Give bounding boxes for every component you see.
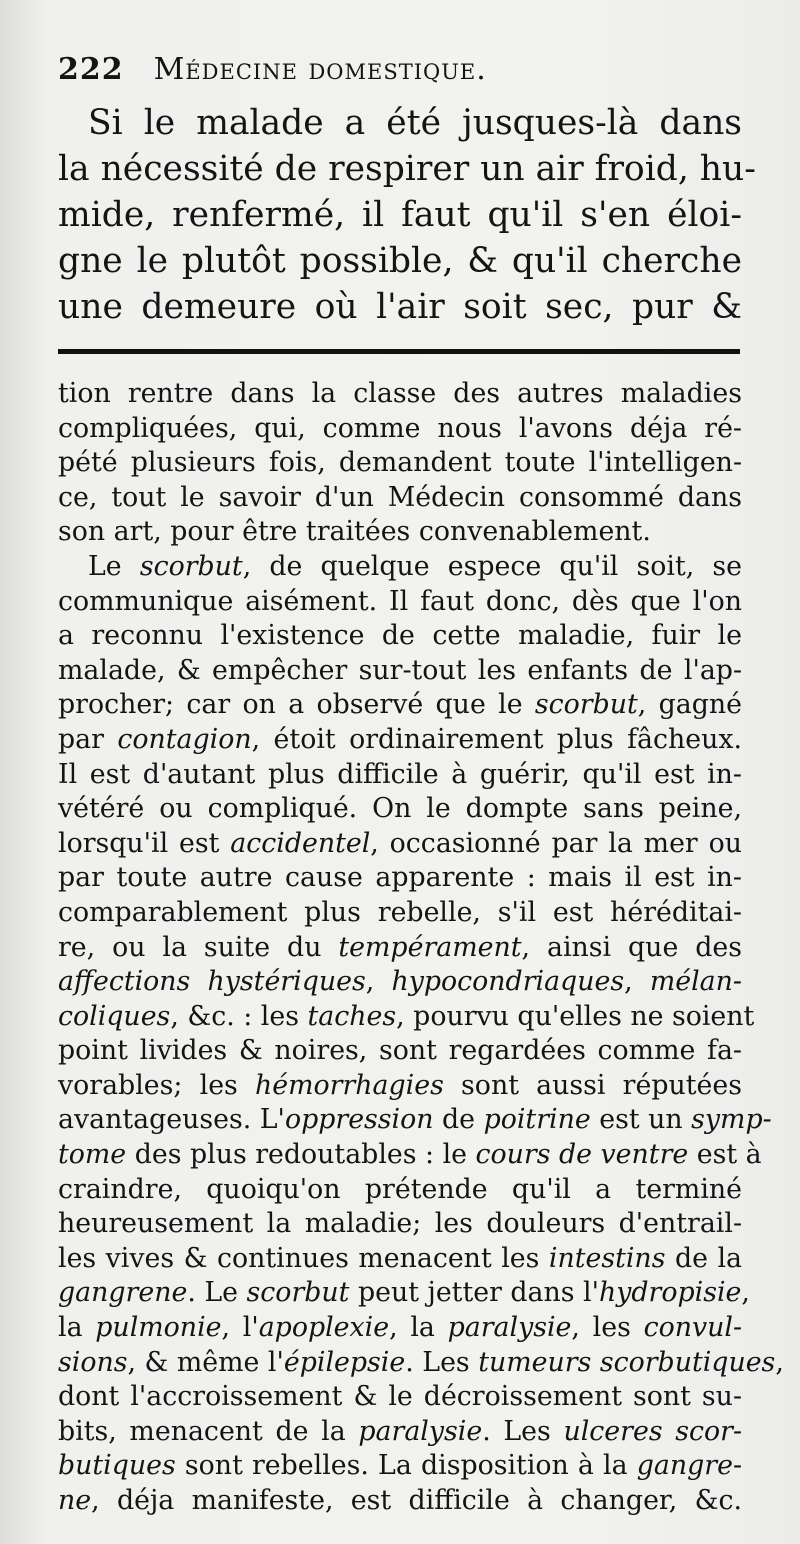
text-line: butiques sont rebelles. La disposition à la gangre- xyxy=(58,1450,742,1482)
text-line: par contagion, étoit ordinairement plus fâcheux. xyxy=(58,723,742,755)
text-line: tion rentre dans la classe des autres maladies xyxy=(58,378,742,409)
text-line: ce, tout le savoir d'un Médecin consommé dans xyxy=(58,481,742,513)
text-line: les vives & continues menacent les intestins de la xyxy=(58,1242,742,1274)
text-line: dont l'accroissement & le décroissement sont su- xyxy=(58,1381,742,1413)
text-line: coliques, &c. : les taches, pourvu qu'elles ne soient xyxy=(58,1000,755,1032)
text-line: pété plusieurs fois, demandent toute l'intelligen- xyxy=(58,447,742,479)
text-line: Le scorbut, de quelque espece qu'il soit, se xyxy=(88,550,743,582)
text-line: ne, déja manifeste, est difficile à changer, &c. xyxy=(58,1485,742,1516)
text-line: a reconnu l'existence de cette maladie, fuir le xyxy=(58,620,742,652)
text-line: gne le plutôt possible, & qu'il cherche xyxy=(58,241,742,281)
running-title: Médecine domestique. xyxy=(153,52,487,87)
text-line: une demeure où l'air soit sec, pur & xyxy=(58,287,742,327)
text-line: communique aisément. Il faut donc, dès que l'on xyxy=(58,585,742,617)
text-line: tome des plus redoutables : le cours de ventre est à xyxy=(58,1139,762,1171)
text-line: vétéré ou compliqué. On le dompte sans peine, xyxy=(58,793,742,825)
text-line: la pulmonie, l'apoplexie, la paralysie, les convul- xyxy=(58,1312,742,1344)
text-line: vorables; les hémorrhagies sont aussi réputées xyxy=(58,1069,742,1101)
text-line: bits, menacent de la paralysie. Les ulceres scor- xyxy=(58,1415,743,1447)
page-number: 222 xyxy=(58,52,124,87)
text-line: heureusement la maladie; les douleurs d'entrail- xyxy=(58,1208,742,1240)
text-line: affections hystériques, hypocondriaques, mélan- xyxy=(58,966,742,998)
page-header xyxy=(58,52,748,98)
footnote-text xyxy=(58,377,784,1519)
text-line: craindre, quoiqu'on prétende qu'il a terminé xyxy=(58,1173,742,1205)
text-line: lorsqu'il est accidentel, occasionné par la mer ou xyxy=(58,827,742,859)
text-line: malade, & empêcher sur-tout les enfants de l'ap- xyxy=(58,654,742,686)
text-line: Il est d'autant plus difficile à guérir, qu'il est in- xyxy=(58,758,742,790)
text-line: avantageuses. L'oppression de poitrine est un symp- xyxy=(58,1104,772,1136)
text-line: point livides & noires, sont regardées comme fa- xyxy=(58,1035,742,1067)
text-line: son art, pour être traitées convenablement. xyxy=(58,516,651,548)
main-text xyxy=(58,100,756,330)
text-line: gangrene. Le scorbut peut jetter dans l'hydropisie, xyxy=(58,1277,750,1309)
text-line: comparablement plus rebelle, s'il est héréditai- xyxy=(58,896,742,928)
text-line: re, ou la suite du tempérament, ainsi que des xyxy=(58,931,742,963)
footnote-rule xyxy=(58,349,740,354)
text-line: Si le malade a été jusques-là dans xyxy=(88,103,742,143)
text-line: par toute autre cause apparente : mais il est in- xyxy=(58,862,742,894)
text-line: compliquées, qui, comme nous l'avons déja ré- xyxy=(58,412,742,444)
text-line: sions, & même l'épilepsie. Les tumeurs scorbutiques, xyxy=(58,1346,784,1378)
text-line: la nécessité de respirer un air froid, hu- xyxy=(58,149,756,189)
text-line: procher; car on a observé que le scorbut, gagné xyxy=(58,689,743,721)
text-line: mide, renfermé, il faut qu'il s'en éloi- xyxy=(58,195,742,235)
